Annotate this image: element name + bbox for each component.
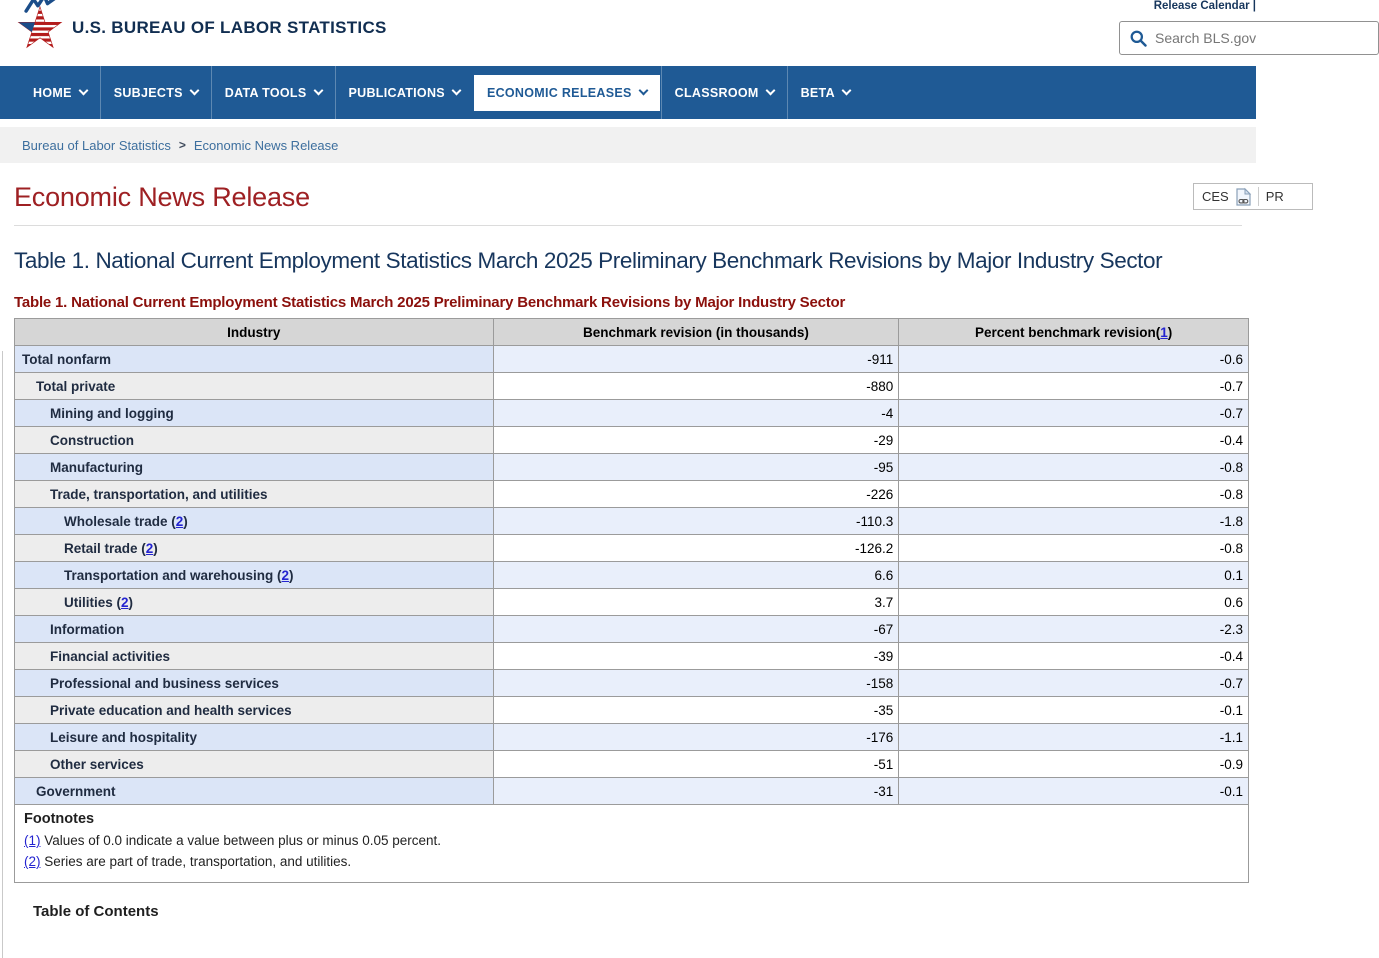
percent-cell: -0.8 xyxy=(899,481,1249,508)
industry-cell xyxy=(15,670,494,697)
percent-cell: -0.8 xyxy=(899,535,1249,562)
footnote-paren: ( xyxy=(273,567,282,583)
nav-item-beta[interactable] xyxy=(787,66,863,119)
chevron-down-icon xyxy=(313,86,323,96)
nav-item-label: ECONOMIC RELEASES xyxy=(486,85,632,100)
industry-cell xyxy=(15,697,494,724)
percent-header-text: Percent benchmark revision( xyxy=(974,324,1161,340)
table-row xyxy=(15,562,1249,589)
industry-label: Total nonfarm xyxy=(22,351,111,367)
revision-cell: -95 xyxy=(493,454,899,481)
page-title: Economic News Release xyxy=(14,182,310,212)
breadcrumb-link[interactable]: Economic News Release xyxy=(193,137,339,153)
search-box xyxy=(1119,21,1379,55)
nav-item-label: CLASSROOM xyxy=(674,85,759,100)
revision-cell: -911 xyxy=(493,346,899,373)
industry-label: Transportation and warehousing xyxy=(64,567,274,583)
industry-label: Mining and logging xyxy=(50,405,174,421)
primary-nav xyxy=(0,66,1256,119)
table-row xyxy=(15,670,1249,697)
percent-cell: -1.1 xyxy=(899,724,1249,751)
footnote-paren: ( xyxy=(137,540,146,556)
program-code-link[interactable]: CES xyxy=(1202,189,1229,204)
percent-cell: -0.8 xyxy=(899,454,1249,481)
nav-item-label: PUBLICATIONS xyxy=(348,85,445,100)
table-row xyxy=(15,454,1249,481)
percent-cell: -0.6 xyxy=(899,346,1249,373)
industry-cell xyxy=(15,751,494,778)
percent-cell: 0.6 xyxy=(899,589,1249,616)
industry-label: Wholesale trade xyxy=(64,513,168,529)
industry-cell xyxy=(15,535,494,562)
industry-label: Utilities xyxy=(64,594,113,610)
release-calendar-link[interactable]: Release Calendar | xyxy=(1153,0,1256,12)
table-row xyxy=(15,535,1249,562)
footnote-2-link[interactable]: 2 xyxy=(175,513,184,529)
industry-cell xyxy=(15,562,494,589)
chevron-down-icon xyxy=(841,86,851,96)
table-row xyxy=(15,751,1249,778)
column-header-industry: Industry xyxy=(15,319,494,346)
percent-cell: -0.9 xyxy=(899,751,1249,778)
industry-cell xyxy=(15,346,494,373)
industry-cell xyxy=(15,778,494,805)
revision-cell: -35 xyxy=(493,697,899,724)
industry-label: Leisure and hospitality xyxy=(50,729,198,745)
nav-item-label: SUBJECTS xyxy=(113,85,183,100)
bls-logo-star-chart-icon xyxy=(12,0,68,56)
column-header-revision: Benchmark revision (in thousands) xyxy=(493,319,899,346)
footnotes-list xyxy=(24,830,1239,872)
industry-cell xyxy=(15,454,494,481)
table-row xyxy=(15,400,1249,427)
nav-item-label: BETA xyxy=(800,85,835,100)
industry-label: Construction xyxy=(50,432,134,448)
utility-divider xyxy=(1258,187,1259,206)
industry-label: Retail trade xyxy=(64,540,138,556)
footnote-paren: ) xyxy=(128,594,134,610)
search-icon xyxy=(1130,30,1147,47)
table-caption: Table 1. National Current Employment Statistics March 2025 Preliminary Benchmark Revisions by Major Industry Sector xyxy=(14,294,846,311)
industry-label: Information xyxy=(50,621,125,637)
table-row xyxy=(15,697,1249,724)
title-divider xyxy=(14,225,1242,226)
industry-label: Financial activities xyxy=(50,648,171,664)
chevron-down-icon xyxy=(78,86,88,96)
percent-cell: -0.1 xyxy=(899,697,1249,724)
percent-cell: -0.4 xyxy=(899,643,1249,670)
revision-cell: -67 xyxy=(493,616,899,643)
revision-cell: -51 xyxy=(493,751,899,778)
footnote-2-link[interactable]: 2 xyxy=(121,594,129,610)
industry-label: Private education and health services xyxy=(50,702,292,718)
industry-label: Professional and business services xyxy=(50,675,279,691)
table-row xyxy=(15,346,1249,373)
footnotes-heading: Footnotes xyxy=(24,811,95,827)
chevron-down-icon xyxy=(189,86,199,96)
footnote-item xyxy=(24,851,1239,872)
chevron-down-icon xyxy=(765,86,775,96)
revision-cell: -110.3 xyxy=(493,508,899,535)
table-row xyxy=(15,778,1249,805)
footnote-2-link[interactable]: 2 xyxy=(145,540,154,556)
percent-cell: 0.1 xyxy=(899,562,1249,589)
table-row xyxy=(15,616,1249,643)
industry-cell xyxy=(15,589,494,616)
content-left-rule xyxy=(2,351,3,958)
table-body xyxy=(15,346,1249,805)
nav-item-home[interactable] xyxy=(20,66,100,119)
footnote-paren: ) xyxy=(183,513,188,529)
table-row xyxy=(15,589,1249,616)
revision-cell: -226 xyxy=(493,481,899,508)
nav-item-economic-releases[interactable] xyxy=(474,75,660,111)
industry-cell xyxy=(15,400,494,427)
table-row xyxy=(15,427,1249,454)
industry-label: Other services xyxy=(50,756,144,772)
site-wordmark: U.S. BUREAU OF LABOR STATISTICS xyxy=(72,18,387,37)
revision-cell: -31 xyxy=(493,778,899,805)
column-header-percent xyxy=(899,319,1249,346)
table-header-row xyxy=(15,319,1249,346)
footnote-item xyxy=(24,830,1239,851)
percent-cell: -0.1 xyxy=(899,778,1249,805)
revision-cell: -176 xyxy=(493,724,899,751)
industry-cell xyxy=(15,481,494,508)
footnote-2-link[interactable]: 2 xyxy=(281,567,290,583)
table-row xyxy=(15,643,1249,670)
nav-item-publications[interactable] xyxy=(335,66,473,119)
nav-item-classroom[interactable] xyxy=(661,66,787,119)
chevron-down-icon xyxy=(451,86,461,96)
benchmark-revisions-table xyxy=(14,318,1249,805)
percent-cell: -0.7 xyxy=(899,373,1249,400)
industry-label: Government xyxy=(36,783,116,799)
percent-header-suffix: ) xyxy=(1167,324,1173,340)
industry-label: Manufacturing xyxy=(50,459,143,475)
table-of-contents-heading: Table of Contents xyxy=(33,903,159,920)
footnote-text: Series are part of trade, transportation, and utilities. xyxy=(40,854,352,869)
table-row xyxy=(15,481,1249,508)
footnote-paren: ( xyxy=(112,594,122,610)
search-input[interactable] xyxy=(1155,30,1325,46)
revision-cell: 3.7 xyxy=(493,589,899,616)
nav-item-data-tools[interactable] xyxy=(211,66,335,119)
nav-item-subjects[interactable] xyxy=(100,66,211,119)
breadcrumb-link[interactable]: Bureau of Labor Statistics xyxy=(22,137,171,153)
table-row xyxy=(15,508,1249,535)
release-heading: Table 1. National Current Employment Statistics March 2025 Preliminary Benchmark Revisions by Major Industry Sector xyxy=(14,248,1163,273)
percent-cell: -1.8 xyxy=(899,508,1249,535)
industry-cell xyxy=(15,508,494,535)
revision-cell: -126.2 xyxy=(493,535,899,562)
table-row xyxy=(15,373,1249,400)
footnote-paren: ) xyxy=(153,540,158,556)
chevron-down-icon xyxy=(638,86,648,96)
revision-cell: -4 xyxy=(493,400,899,427)
industry-label: Total private xyxy=(36,378,116,394)
breadcrumb xyxy=(0,127,1256,163)
footnote-paren: ( xyxy=(167,513,176,529)
industry-cell xyxy=(15,427,494,454)
breadcrumb-separator: > xyxy=(178,138,186,152)
footnote-marker-link[interactable]: (2) xyxy=(24,854,41,869)
footnote-paren: ) xyxy=(289,567,294,583)
industry-cell xyxy=(15,643,494,670)
main-content xyxy=(0,182,1256,920)
revision-cell: -29 xyxy=(493,427,899,454)
footnote-1-link[interactable]: 1 xyxy=(1160,324,1168,340)
print-link[interactable]: PR xyxy=(1265,189,1284,204)
table-row xyxy=(15,724,1249,751)
site-header xyxy=(0,0,1256,66)
percent-cell: -0.4 xyxy=(899,427,1249,454)
industry-label: Trade, transportation, and utilities xyxy=(50,486,268,502)
industry-cell xyxy=(15,724,494,751)
revision-cell: 6.6 xyxy=(493,562,899,589)
revision-cell: -880 xyxy=(493,373,899,400)
revision-cell: -158 xyxy=(493,670,899,697)
nav-item-label: HOME xyxy=(33,85,72,100)
industry-cell xyxy=(15,616,494,643)
nav-item-label: DATA TOOLS xyxy=(224,85,307,100)
percent-cell: -2.3 xyxy=(899,616,1249,643)
footnote-text: Values of 0.0 indicate a value between plus or minus 0.05 percent. xyxy=(40,833,441,848)
percent-cell: -0.7 xyxy=(899,400,1249,427)
footnote-marker-link[interactable]: (1) xyxy=(24,833,41,848)
revision-cell: -39 xyxy=(493,643,899,670)
industry-cell xyxy=(15,373,494,400)
percent-cell: -0.7 xyxy=(899,670,1249,697)
footnotes-box xyxy=(14,804,1249,883)
